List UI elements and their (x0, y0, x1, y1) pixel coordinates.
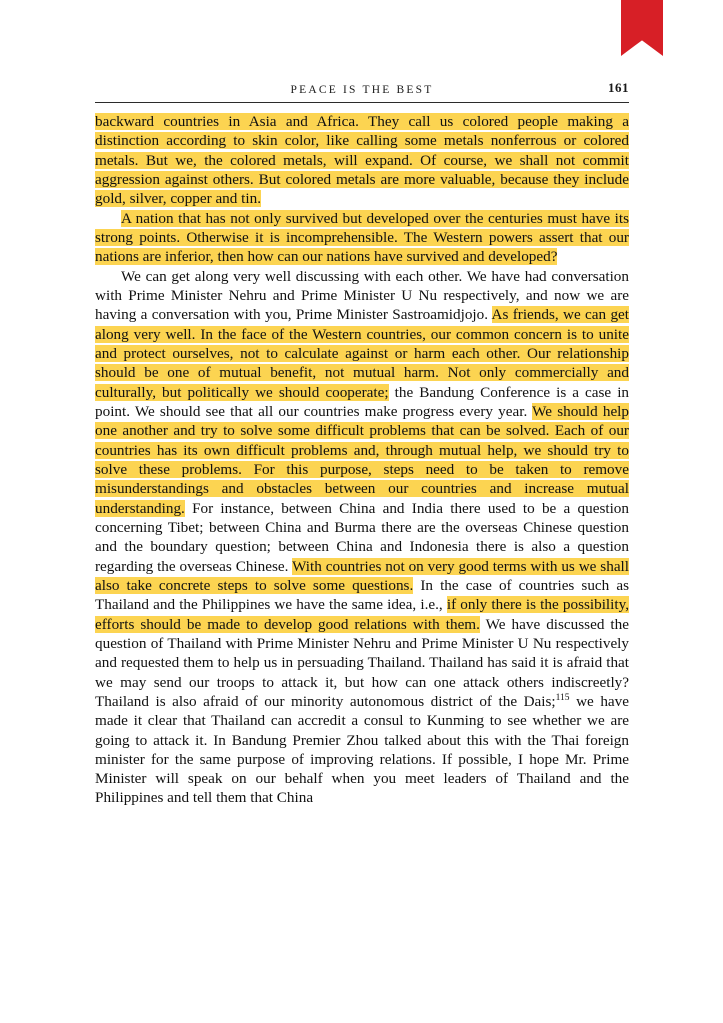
page-number: 161 (608, 80, 629, 95)
page-content (95, 80, 630, 808)
text-run: In the case of countries such as Thailand and the Philippines we have the same idea, i.e., (95, 576, 630, 614)
paragraph (95, 209, 629, 267)
paragraph (95, 112, 629, 209)
highlighted-text: With countries not on very good terms with us we shall also take concrete steps to solve some questions. (95, 557, 629, 594)
text-run: we have made it clear that Thailand can accredit a consul to Kunming to see whether we are going to attack it. In Bandung Premier Zhou talked about this with the Thai foreign minister for the same purpose of improving relations. If possible, I hope Mr. Prime Minister will speak on our behalf when you meet leaders of Thailand and the Philippines and tell them that China (95, 692, 629, 807)
highlighted-text: A nation that has not only survived but developed over the centuries must have its strong points. Otherwise it is incomprehensible. The Western powers assert that our nations are inferior, then how can our nations have survived and developed? (95, 209, 629, 266)
running-head-title: PEACE IS THE BEST (290, 84, 434, 96)
header-rule (95, 102, 629, 103)
text-run: We can get along very well discussing with each other. We have had conversation with Prime Minister Nehru and Prime Minister U Nu respectively, and now we are having a conversation with you, Prime Minister Sastroamidjojo. (95, 267, 629, 324)
body-text (95, 112, 629, 808)
highlighted-text: if only there is the possibility, efforts should be made to develop good relations with them. (95, 596, 629, 633)
paragraph (95, 267, 629, 808)
text-run: the Bandung Conference is a case in point. We should see that all our countries make progress every year. (95, 383, 630, 420)
text-run: For instance, between China and India there used to be a question concerning Tibet; between China and Burma there are the overseas Chinese question and the boundary question; between China and Indonesia there is also a question regarding the overseas Chinese. (95, 499, 629, 575)
footnote-marker: 115 (555, 692, 570, 703)
running-header (95, 80, 629, 102)
highlighted-text: We should help one another and try to solve some difficult problems that can be solved. Each of our countries has its own difficult problems and, through mutual help, we should try to solve these problems. For this purpose, steps need to be taken to remove misunderstandings and obstacles between our countries and increase mutual understanding. (95, 402, 630, 517)
bookmark-ribbon-icon (621, 0, 663, 56)
highlighted-text: As friends, we can get along very well. In the face of the Western countries, our common concern is to unite and protect ourselves, not to calculate against or harm each other. Our relationship should be one of mutual benefit, not mutual harm. Not only commercially and culturally, but politically we should cooperate; (95, 306, 629, 401)
text-run: We have discussed the question of Thailand with Prime Minister Nehru and Prime Minister U Nu respectively and requested them to help us in persuading Thailand. Thailand has said it is afraid that we may send our troops to attack it, but how can one attack others indiscreetly? Thailand is also afraid of our minority autonomous district of the Dais; (95, 615, 629, 710)
highlighted-text: backward countries in Asia and Africa. They call us colored people making a distinction according to skin color, like calling some metals nonferrous or colored metals. But we, the colored metals, will expand. Of course, we shall not commit aggression against others. But colored metals are more valuable, because they include gold, silver, copper and tin. (95, 113, 629, 208)
